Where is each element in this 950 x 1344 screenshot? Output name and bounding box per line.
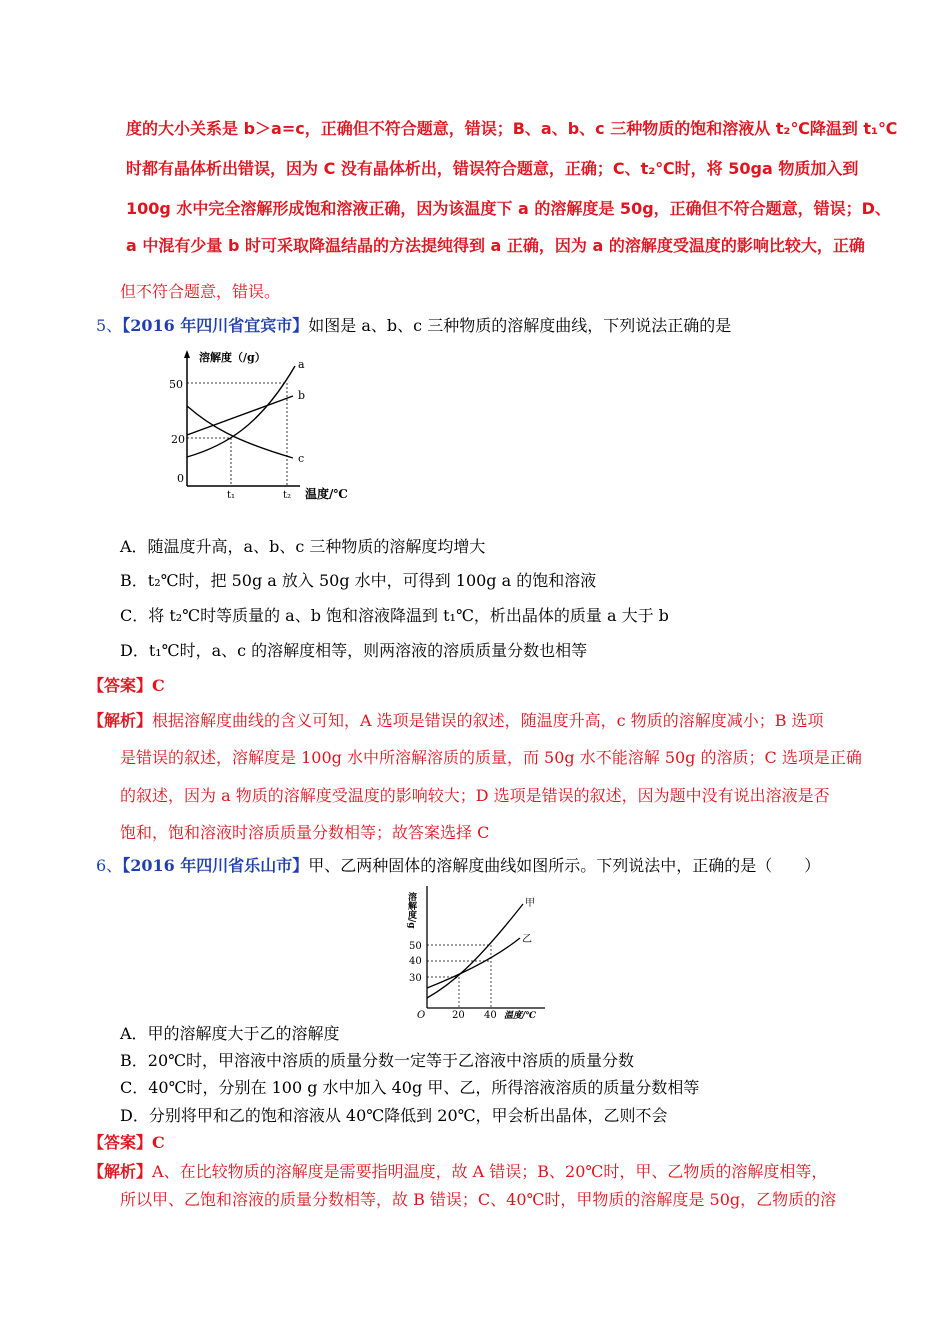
q5-solubility-graph (165, 346, 365, 506)
q6-y-tick-50: 50 (409, 941, 422, 952)
intro-analysis-line-2: 时都有晶体析出错误，因为 C 没有晶体析出，错误符合题意，正确；C、t₂℃时，将 50ga 物质加入到 (126, 159, 859, 178)
q5-curve-a (187, 366, 295, 457)
q5-analysis-line-1 (88, 711, 824, 731)
q6-y-tick-40: 40 (409, 956, 422, 967)
q5-x-tick-t1: t₁ (227, 490, 236, 501)
q6-y-axis-label: 溶解度/g (406, 892, 416, 929)
intro-analysis-line-4: a 中混有少量 b 时可采取降温结晶的方法提纯得到 a 正确，因为 a 的溶解度受温度的影响比较大，正确 (126, 236, 865, 255)
q6-solubility-graph (405, 880, 555, 1020)
q6-x-axis-label: 温度/℃ (504, 1011, 537, 1020)
q6-label-yi: 乙 (522, 934, 532, 945)
analysis-text: 根据溶解度曲线的含义可知，A 选项是错误的叙述，随温度升高，c 物质的溶解度减小；B 选项 (152, 711, 824, 730)
q6-x-tick-40: 40 (484, 1010, 497, 1020)
q6-y-tick-30: 30 (409, 973, 422, 984)
q5-answer (88, 676, 165, 696)
answer-value: C (152, 676, 165, 695)
analysis-text: A、在比较物质的溶解度是需要指明温度，故 A 错误；B、20℃时，甲、乙物质的溶解度相等， (152, 1162, 828, 1181)
q5-x-axis-label: 温度/℃ (305, 487, 348, 501)
answer-value: C (152, 1133, 165, 1152)
intro-analysis-line-3: 100g 水中完全溶解形成饱和溶液正确，因为该温度下 a 的溶解度是 50g，正确但不符合题意，错误；D、 (126, 199, 891, 218)
intro-analysis-line-1: 度的大小关系是 b＞a=c，正确但不符合题意，错误；B、a、b、c 三种物质的饱和溶液从 t₂℃降温到 t₁℃ (126, 119, 898, 138)
q5-x-tick-t2: t₂ (283, 490, 292, 501)
q5-option-c: C．将 t₂℃时等质量的 a、b 饱和溶液降温到 t₁℃，析出晶体的质量 a 大于 b (120, 606, 669, 625)
question-source: 【2016 年四川省乐山市】 (122, 856, 309, 875)
q6-origin: O (417, 1010, 426, 1020)
q6-x-tick-20: 20 (452, 1010, 465, 1020)
q5-label-b: b (298, 389, 306, 402)
q6-option-b: B．20℃时，甲溶液中溶质的质量分数一定等于乙溶液中溶质的质量分数 (120, 1051, 635, 1070)
q6-label-jia: 甲 (525, 898, 535, 909)
question-6-header (96, 856, 820, 876)
q5-y-axis-arrow (184, 350, 190, 358)
q6-curve-jia (427, 904, 523, 998)
q5-y-axis-label: 溶解度（/g） (199, 351, 266, 364)
q5-analysis-line-2: 是错误的叙述，溶解度是 100g 水中所溶解溶质的质量，而 50g 水不能溶解 50g 的溶质；C 选项是正确 (120, 748, 862, 767)
q6-option-a: A．甲的溶解度大于乙的溶解度 (120, 1024, 340, 1043)
q5-option-b: B．t₂℃时，把 50g a 放入 50g 水中，可得到 100g a 的饱和溶液 (120, 571, 597, 590)
question-stem: 如图是 a、b、c 三种物质的溶解度曲线，下列说法正确的是 (308, 316, 732, 335)
q5-y-tick-50: 50 (169, 378, 183, 391)
q6-analysis-line-2: 所以甲、乙饱和溶液的质量分数相等，故 B 错误；C、40℃时，甲物质的溶解度是 50g，乙物质的溶 (120, 1190, 837, 1209)
question-number: 5、 (96, 316, 123, 335)
intro-analysis-line-5: 但不符合题意，错误。 (120, 282, 281, 301)
answer-label: 【答案】 (88, 676, 153, 695)
q6-answer (88, 1133, 165, 1153)
analysis-label: 【解析】 (88, 711, 153, 730)
q6-curve-yi (427, 938, 520, 988)
question-5-header (96, 316, 731, 336)
q5-option-a: A．随温度升高，a、b、c 三种物质的溶解度均增大 (120, 537, 486, 556)
question-stem: 甲、乙两种固体的溶解度曲线如图所示。下列说法中，正确的是（ ） (308, 856, 821, 875)
q5-curve-b (187, 396, 293, 435)
q5-label-c: c (298, 452, 305, 465)
question-number: 6、 (96, 856, 123, 875)
q5-option-d: D．t₁℃时，a、c 的溶解度相等，则两溶液的溶质质量分数也相等 (120, 641, 588, 660)
q5-analysis-line-3: 的叙述，因为 a 物质的溶解度受温度的影响较大；D 选项是错误的叙述，因为题中没有说出溶液是否 (120, 786, 830, 805)
q5-y-tick-20: 20 (171, 433, 185, 446)
q5-label-a: a (298, 358, 305, 371)
analysis-label: 【解析】 (88, 1162, 153, 1181)
q5-analysis-line-4: 饱和，饱和溶液时溶质质量分数相等；故答案选择 C (120, 823, 490, 842)
q6-option-d: D．分别将甲和乙的饱和溶液从 40℃降低到 20℃，甲会析出晶体，乙则不会 (120, 1106, 668, 1125)
q5-origin: 0 (177, 472, 184, 485)
q6-analysis-line-1 (88, 1162, 827, 1182)
q6-option-c: C．40℃时，分别在 100 g 水中加入 40g 甲、乙，所得溶液溶质的质量分数相等 (120, 1078, 700, 1097)
question-source: 【2016 年四川省宜宾市】 (122, 316, 309, 335)
answer-label: 【答案】 (88, 1133, 153, 1152)
